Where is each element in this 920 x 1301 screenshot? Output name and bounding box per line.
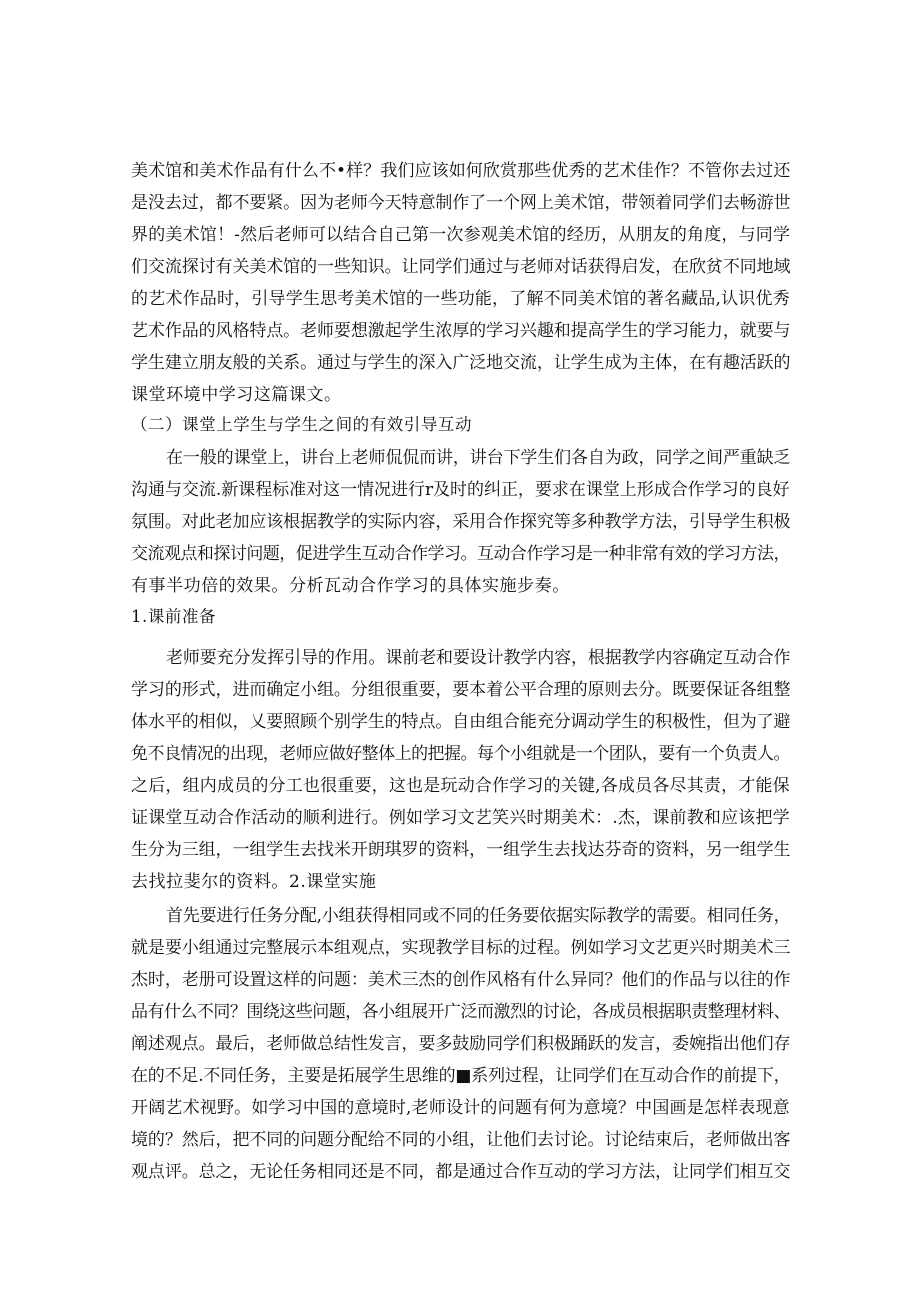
section-heading-3: 1.课前准备 xyxy=(131,607,217,626)
paragraph-4-line-7: 开阔艺术视野。如学习中国的意境时,老师设计的问题有何为意境？中国画是怎样表现意 xyxy=(131,1098,790,1118)
paragraph-1-line-2: 是没去过，都不要紧。因为老师今天特意制作了一个网上美术馆，带领着同学们去畅游世 xyxy=(131,193,791,213)
paragraph-1-line-4: 们交流探讨有关美术馆的一些知识。让同学们通过与老师对话获得启发，在欣贫不同地域 xyxy=(131,257,791,277)
paragraph-1-line-5: 的艺术作品时，引导学生思考美术馆的一些功能，了解不同美术馆的著名藏品,认识优秀 xyxy=(131,289,790,309)
paragraph-2-line-5: 有事半功倍的效果。分析瓦动合作学习的具体实施步奏。 xyxy=(131,576,570,596)
paragraph-3-line-4: 免不良情况的出现，老师应做好整体上的把握。每个小组就是一个团队，要有一个负责人。 xyxy=(131,744,790,764)
paragraph-4-line-4: 品有什么不同？围绕这些问题，各小组展开广泛而激烈的讨论，各成员根据职责整理材料、 xyxy=(131,1002,790,1022)
section-heading-2: （二）课堂上学生与学生之间的有效引导互动 xyxy=(131,415,472,434)
paragraph-4-line-6: 在的不足.不同任务，主要是拓展学生思维的■系列过程，让同学们在互动合作的前提下， xyxy=(131,1066,791,1086)
paragraph-3-line-8: 去找拉斐尔的资料。2.课堂实施 xyxy=(131,872,377,892)
paragraph-4-line-5: 阐述观点。最后，老师做总结性发言，要多鼓励同学们积极踊跃的发言，委婉指出他们存 xyxy=(131,1034,791,1054)
paragraph-1-line-3: 界的美术馆！-然后老师可以结合自己第一次参观美术馆的经历，从朋友的角度，与同学 xyxy=(131,225,791,245)
paragraph-3-line-6: 证课堂互动合作活动的顺利进行。例如学习文艺笑兴时期美术：.杰，课前教和应该把学 xyxy=(131,808,790,828)
paragraph-3-line-1: 老师要充分发挥引导的作用。课前老和要设计教学内容，根据教学内容确定互动合作 xyxy=(166,648,791,668)
paragraph-2-line-1: 在一般的课堂上，讲台上老师侃侃而讲，讲台下学生们各自为政，同学之间严重缺乏 xyxy=(166,448,791,468)
paragraph-1-line-7: 学生建立朋友般的关系。通过与学生的深入广泛地交流，让学生成为主体，在有趣活跃的 xyxy=(131,353,791,373)
paragraph-1-line-6: 艺术作品的风格特点。老师要想激起学生浓厚的学习兴趣和提高学生的学习能力，就要与 xyxy=(131,321,791,341)
paragraph-2-line-4: 交流观点和探讨问题，促进学生互动合作学习。互动合作学习是一种非常有效的学习方法， xyxy=(131,544,790,564)
paragraph-3-line-7: 生分为三组，一组学生去找米开朗琪罗的资料，一组学生去找达芬奇的资料，另一组学生 xyxy=(131,840,791,860)
paragraph-4-line-3: 杰时，老册可设置这样的问题：美术三杰的创作风格有什么异同？他们的作品与以往的作 xyxy=(131,970,791,990)
paragraph-3-line-3: 体水平的相似，乂要照顾个别学生的特点。自由组合能充分调动学生的积极性，但为了避 xyxy=(131,712,791,732)
paragraph-4-line-1: 首先要进行任务分配,小组获得相同或不同的任务要依据实际教学的需要。相同任务， xyxy=(166,906,791,926)
paragraph-4-line-8: 境的？然后，把不同的问题分配给不同的小组，让他们去讨论。讨论结束后，老师做出客 xyxy=(131,1130,791,1150)
paragraph-3-line-5: 之后，组内成员的分工也很重要，这也是玩动合作学习的关键,各成员各尽其责，才能保 xyxy=(131,776,790,796)
paragraph-4-line-2: 就是要小组通过完整展示本组观点，实现教学目标的过程。例如学习文艺更兴时期美术三 xyxy=(131,938,791,958)
paragraph-2-line-2: 沟通与交流.新课程标准对这一情况进行r及时的纠正，要求在课堂上形成合作学习的良好 xyxy=(131,480,790,500)
paragraph-1-line-1: 美术馆和美术作品有什么不•样？我们应该如何欣赏那些优秀的艺术佳作？不管你去过还 xyxy=(131,161,791,181)
paragraph-4-line-9: 观点评。总之，无论任务相同还是不同，都是通过合作互动的学习方法，让同学们相互交 xyxy=(131,1162,791,1182)
paragraph-1-line-8: 课堂环境中学习这篇课文。 xyxy=(131,385,342,405)
paragraph-2-line-3: 氛围。对此老加应该根据教学的实际内容，采用合作探究等多种教学方法，引导学生积极 xyxy=(131,512,791,532)
paragraph-3-line-2: 学习的形式，进而确定小组。分组很重要，要本着公平合理的原则去分。既要保证各组整 xyxy=(131,680,791,700)
